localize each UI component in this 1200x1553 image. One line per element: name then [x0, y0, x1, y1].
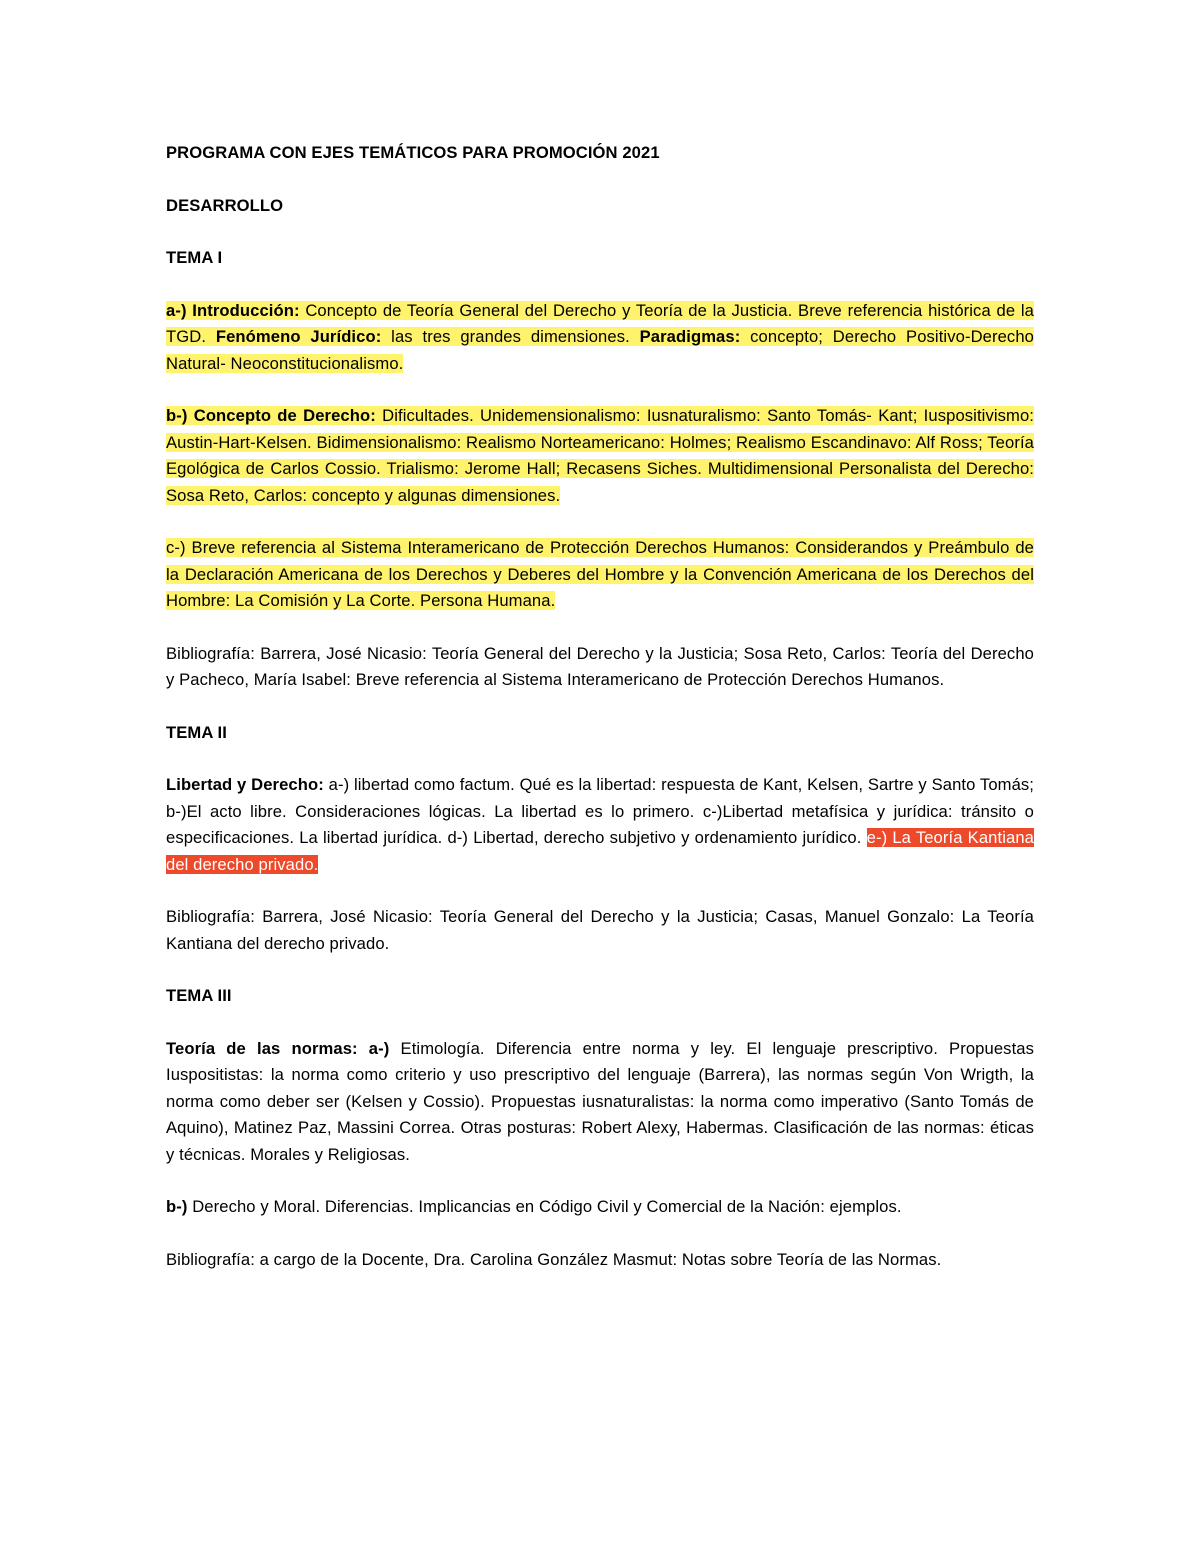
- tema-1-item-a-text2: las tres grandes dimensiones.: [391, 327, 630, 346]
- document-page: [166, 140, 1034, 1299]
- tema-1-heading: TEMA I: [166, 248, 223, 267]
- tema-1-item-a-text: Concepto de Teoría General del Derecho y Teoría de la Justicia. Breve referencia histórica de la TGD.: [166, 300, 1034, 346]
- tema-1-bibliografia: Bibliografía: Barrera, José Nicasio: Teoría General del Derecho y la Justicia; Sosa Reto, Carlos: Teoría del Derecho y Pacheco, María Isabel: Breve referencia al Sistema Interamericano de Protección Derechos Humanos.: [166, 643, 1034, 689]
- tema-3-item-b: [166, 1194, 1034, 1221]
- tema-1-item-b: [166, 403, 1034, 509]
- tema-1-item-a-label2: Fenómeno Jurídico:: [215, 327, 382, 346]
- tema-2-label: Libertad y Derecho:: [166, 775, 324, 794]
- section-heading: DESARROLLO: [166, 195, 284, 215]
- tema-3-heading: TEMA III: [166, 986, 232, 1005]
- tema-1-item-c-text: c-) Breve referencia al Sistema Interamericano de Protección Derechos Humanos: Considerandos y Preámbulo de la Declaración Americana de los Derechos y Deberes del Hombre y la Convención Americana de los Derechos del Hombre: La Comisión y La Corte. Persona Humana.: [166, 538, 1034, 610]
- tema-1-item-b-text: Dificultades. Unidemensionalismo: Iusnaturalismo: Santo Tomás- Kant; Iuspositivismo: Austin-Hart-Kelsen. Bidimensionalismo: Realismo Norteamericano: Holmes; Realismo Escandinavo: Alf Ross; Teoría Egológica de Carlos Cossio. Trialismo: Jerome Hall; Recasens Siches. Multidimensional Personalista del Derecho: Sosa Reto, Carlos: concepto y algunas dimensiones.: [166, 406, 1035, 505]
- tema-1-item-c: [166, 535, 1034, 615]
- document-title: PROGRAMA CON EJES TEMÁTICOS PARA PROMOCIÓN 2021: [166, 143, 660, 162]
- tema-1-item-b-label: b-) Concepto de Derecho:: [166, 406, 376, 425]
- tema-1-item-a-label3: Paradigmas:: [639, 327, 741, 346]
- tema-1-item-a: [166, 298, 1034, 378]
- tema-3-bibliografia: Bibliografía: a cargo de la Docente, Dra. Carolina González Masmut: Notas sobre Teoría de las Normas.: [166, 1249, 942, 1269]
- tema-3-item-a-label: Teoría de las normas: a-): [166, 1038, 390, 1058]
- tema-3-item-b-label: b-): [166, 1197, 188, 1216]
- tema-2-text: a-) libertad como factum. Qué es la libertad: respuesta de Kant, Kelsen, Sartre y Santo Tomás; b-)El acto libre. Consideraciones lógicas. La libertad es lo primero. c-)Libertad metafísica y jurídica: tránsito o especificaciones. La libertad jurídica. d-) Libertad, derecho subjetivo y ordenamiento jurídico.: [166, 775, 1035, 847]
- tema-3-item-a: [166, 1036, 1034, 1169]
- tema-2-red-highlight: e-) La Teoría Kantiana del derecho privado.: [166, 828, 1034, 874]
- tema-3-item-a-text: Etimología. Diferencia entre norma y ley. El lenguaje prescriptivo. Propuestas Iuspositistas: la norma como criterio y uso prescriptivo del lenguaje (Barrera), las normas según Von Wrigth, la norma como deber ser (Kelsen y Cossio). Propuestas iusnaturalistas: la norma como imperativo (Santo Tomás de Aquino), Matinez Paz, Massini Correa. Otras posturas: Robert Alexy, Habermas. Clasificación de las normas: éticas y técnicas. Morales y Religiosas.: [166, 1038, 1034, 1164]
- tema-2-body: [166, 772, 1034, 878]
- tema-2-bibliografia: Bibliografía: Barrera, José Nicasio: Teoría General del Derecho y la Justicia; Casas, Manuel Gonzalo: La Teoría Kantiana del derecho privado.: [166, 907, 1034, 953]
- tema-1-item-a-label: a-) Introducción:: [166, 300, 300, 320]
- tema-3-item-b-text: Derecho y Moral. Diferencias. Implicancias en Código Civil y Comercial de la Nación: ejemplos.: [192, 1197, 902, 1216]
- tema-2-heading: TEMA II: [166, 722, 227, 742]
- tema-1-item-a-text3: concepto; Derecho Positivo-Derecho Natural- Neoconstitucionalismo.: [166, 327, 1034, 373]
